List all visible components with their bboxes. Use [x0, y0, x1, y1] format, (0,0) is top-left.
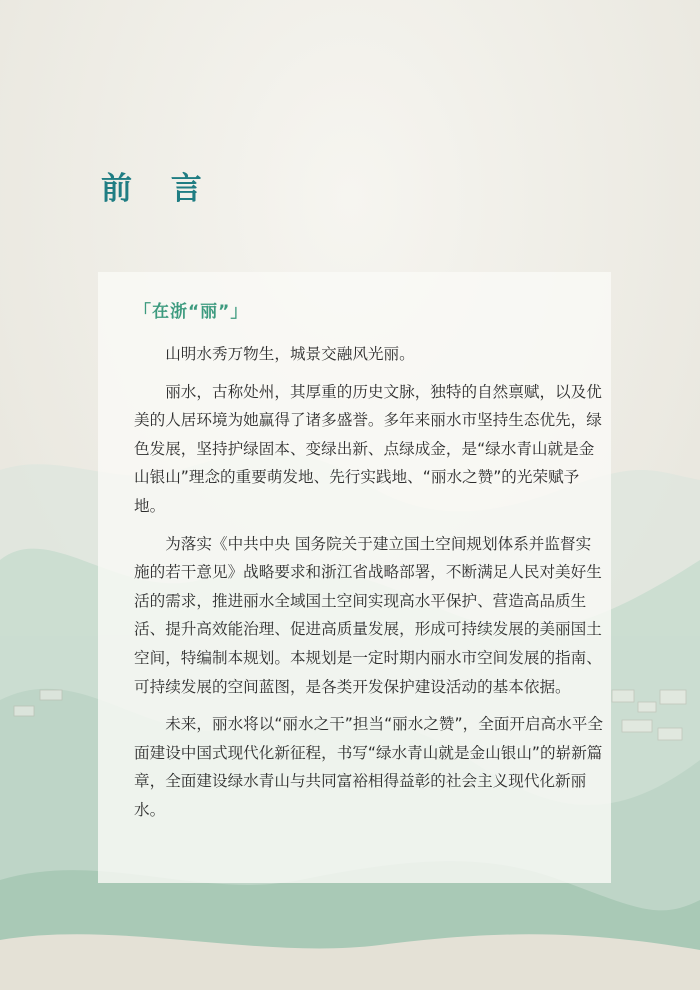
- paragraph-3: 为落实《中共中央 国务院关于建立国土空间规划体系并监督实施的若干意见》战略要求和浙江省战略部署，不断满足人民对美好生活的需求，推进丽水全域国土空间实现高水平保护、营造高品质生活、提升高效能治理、促进高质量发展，形成可持续发展的美丽国土空间，特编制本规划。本规划是一定时期内丽水市空间发展的指南、可持续发展的空间蓝图，是各类开发保护建设活动的基本依据。: [134, 534, 602, 696]
- preface-panel: [98, 272, 611, 883]
- paragraph-1: 山明水秀万物生，城景交融风光丽。: [165, 345, 415, 363]
- paragraph-2: 丽水，古称处州，其厚重的历史文脉，独特的自然禀赋，以及优美的人居环境为她赢得了诸多盛誉。多年来丽水市坚持生态优先，绿色发展，坚持护绿固本、变绿出新、点绿成金，是“绿水青山就是金山银山”理念的重要萌发地、先行实践地、“丽水之赞”的光荣赋予地。: [134, 382, 602, 515]
- page-title: 前 言: [101, 171, 216, 207]
- paragraph-4: 未来，丽水将以“丽水之干”担当“丽水之赞”，全面开启高水平全面建设中国式现代化新征程，书写“绿水青山就是金山银山”的崭新篇章，全面建设绿水青山与共同富裕相得益彰的社会主义现代化新丽水。: [134, 715, 603, 819]
- section-heading: 「在浙“丽”」: [134, 302, 249, 322]
